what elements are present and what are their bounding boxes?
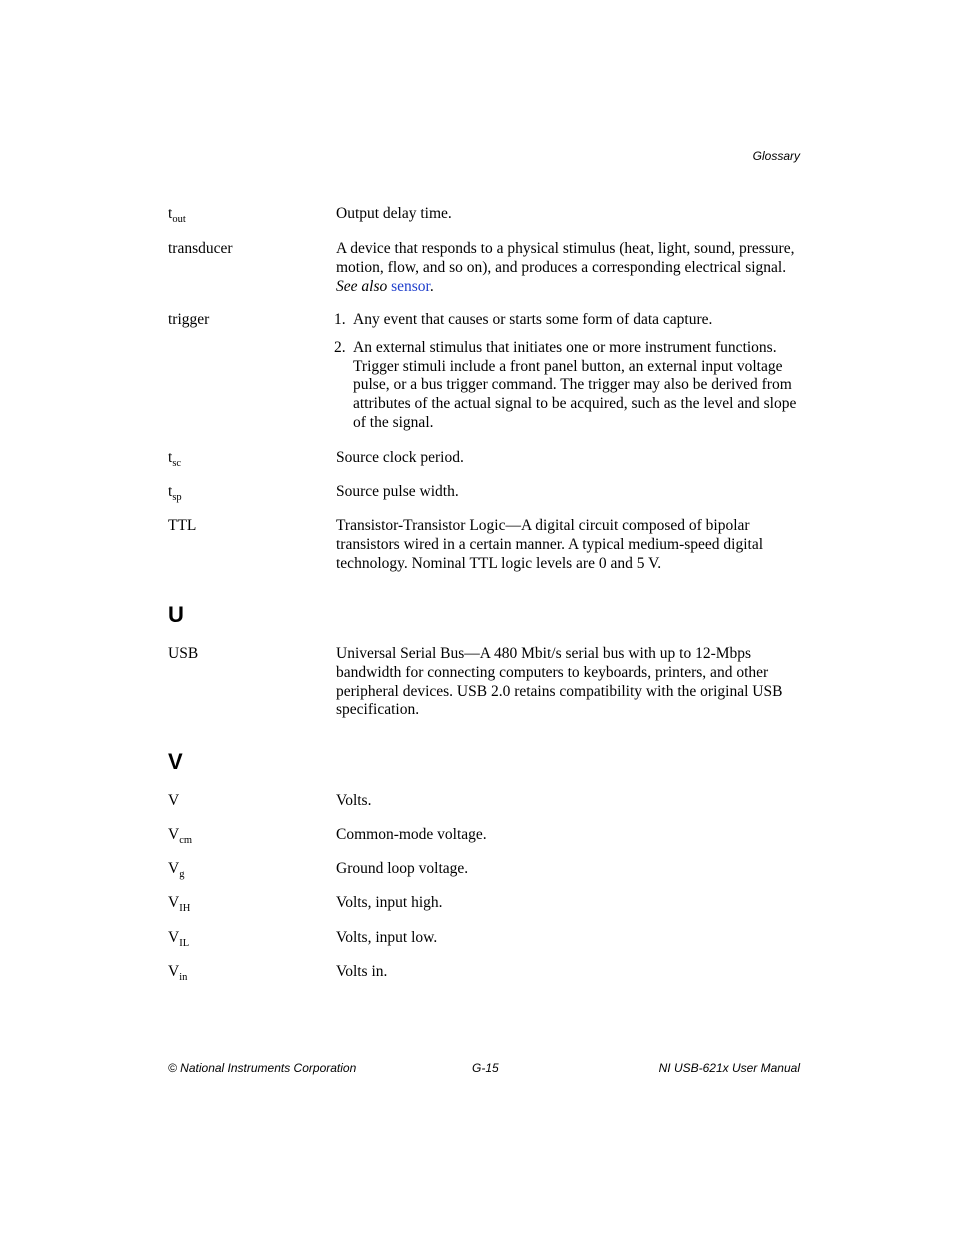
term: USB [168,645,199,662]
see-also-label: See also [336,277,388,295]
term-text: t [168,483,173,500]
list-item [336,311,800,330]
term-text: V [168,929,180,946]
term-text: V [168,860,180,877]
definition-period: . [429,277,434,295]
term-subscript: cm [179,835,193,846]
sensor-link[interactable]: sensor [391,277,430,295]
list-number: 2. [334,338,346,356]
definition [336,311,800,433]
term [168,205,328,224]
term-subscript: g [179,869,185,880]
footer-copyright: © National Instruments Corporation [168,1061,357,1075]
definition: Volts, input low. [336,929,438,946]
list-text: Any event that causes or starts some form of data capture. [353,311,713,328]
term [168,483,328,502]
footer-page-number: G-15 [472,1061,499,1075]
definition: Transistor-Transistor Logic—A digital circuit composed of bipolar transistors wired in a certain manner. A typical medium-speed digital technology. Nominal TTL logic levels are 0 and 5 V. [336,517,763,572]
definition: Output delay time. [336,205,452,222]
term-text: V [168,963,180,980]
term-subscript: sc [172,458,182,469]
definition: Volts. [336,792,372,809]
definition: Volts in. [336,963,388,980]
definition: Volts, input high. [336,894,443,911]
footer-manual-title: NI USB-621x User Manual [658,1061,800,1075]
definition: Ground loop voltage. [336,860,469,877]
term [168,929,328,948]
term: TTL [168,517,197,534]
term [168,449,328,468]
term-text: V [168,826,180,843]
term-text: t [168,449,173,466]
term [168,963,328,982]
definition: Source pulse width. [336,483,459,500]
term: V [168,792,180,809]
term-text: V [168,894,180,911]
term: transducer [168,240,233,257]
section-heading-v: V [168,749,183,774]
list-text: An external stimulus that initiates one or more instrument functions. Trigger stimuli include a front panel button, an external input voltage pulse, or a bus trigger command. The trigger may also be derived from attributes of the actual signal to be acquired, such as the level and slope of the signal. [353,338,797,431]
running-header: Glossary [752,149,800,163]
list-number: 1. [334,311,346,328]
term: trigger [168,311,210,328]
definition: Source clock period. [336,449,464,466]
list-item [336,339,800,433]
term-subscript: IL [179,938,190,949]
definition [336,240,800,296]
term-subscript: sp [172,492,182,503]
definition-text: A device that responds to a physical stimulus (heat, light, sound, pressure, motion, flow, and so on), and produces a corresponding electrical signal. [336,240,795,276]
term-subscript: in [179,972,188,983]
term-subscript: out [172,214,186,225]
definition: Common-mode voltage. [336,826,487,843]
term [168,860,328,879]
term-subscript: IH [179,903,191,914]
section-heading-u: U [168,602,184,627]
definition: Universal Serial Bus—A 480 Mbit/s serial bus with up to 12-Mbps bandwidth for connecting computers to keyboards, printers, and other peripheral devices. USB 2.0 retains compatibility with the original USB specification. [336,645,783,719]
term-text: t [168,205,173,222]
term [168,826,328,845]
term [168,894,328,913]
